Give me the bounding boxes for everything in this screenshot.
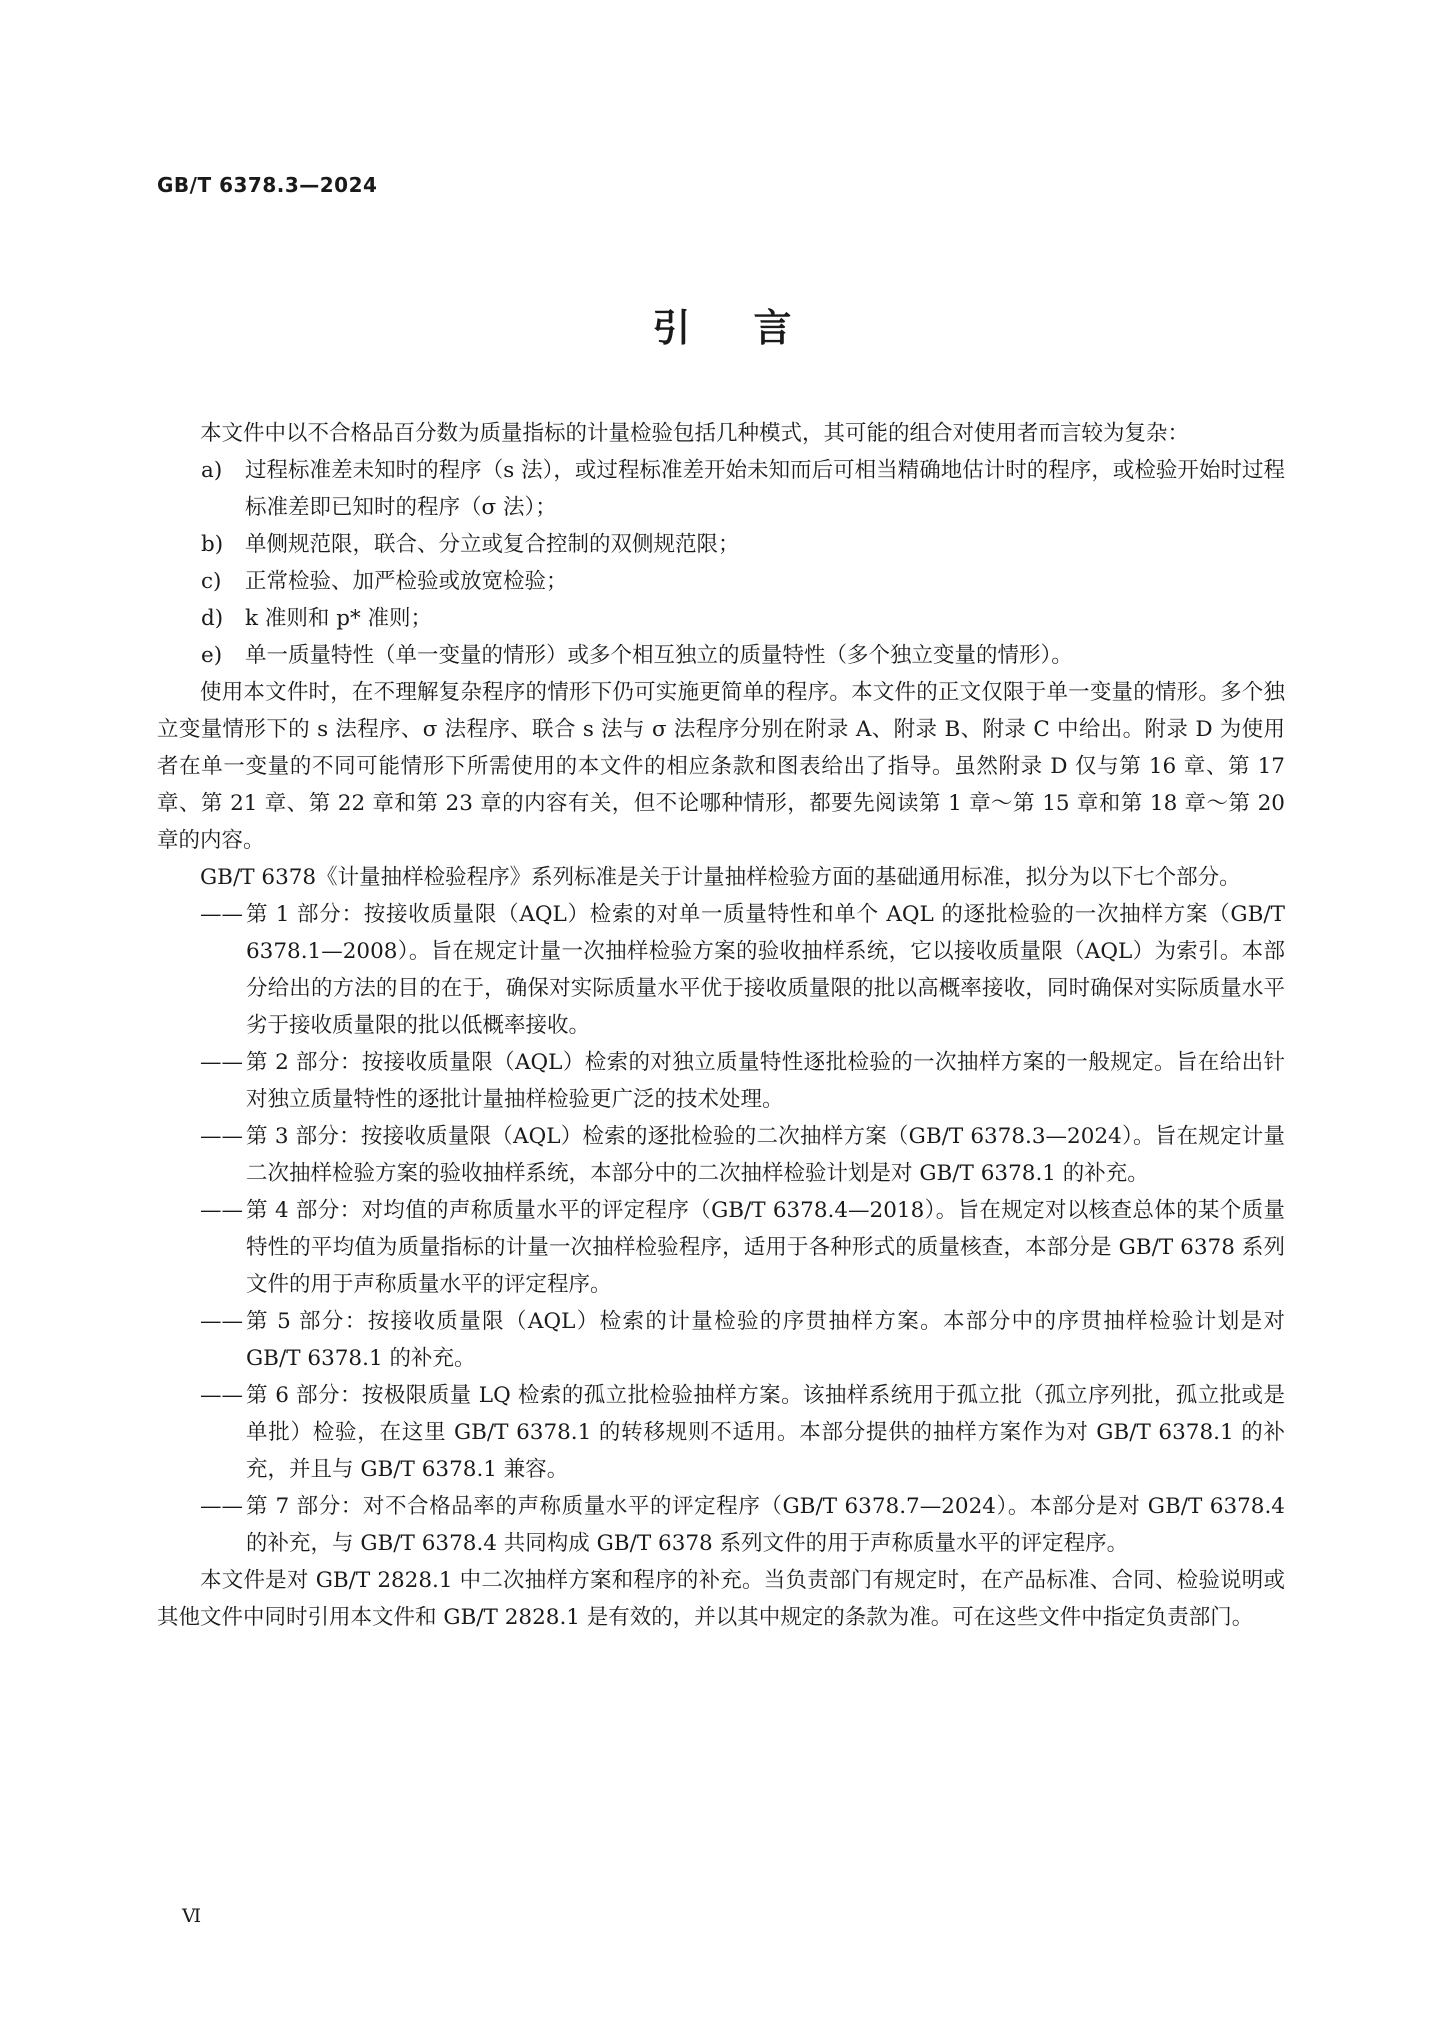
page-number: Ⅵ — [182, 1905, 202, 1927]
list-text: k 准则和 p* 准则； — [245, 606, 433, 631]
list-text: 单侧规范限，联合、分立或复合控制的双侧规范限； — [245, 532, 740, 557]
dash-marker: —— — [200, 1198, 243, 1223]
usage-paragraph: 使用本文件时，在不理解复杂程序的情形下仍可实施更简单的程序。本文件的正文仅限于单一变量的情形。多个独立变量情形下的 s 法程序、σ 法程序、联合 s 法与 σ 法程序分别在附录 A、附录 B、附录 C 中给出。附录 D 为使用者在单一变量的不同可能情形下所需使用的本文件的相应条款和图表给出了指导。虽然附录 D 仅与第 16 章、第 17 章、第 21 章、第 22 章和第 23 章的内容有关，但不论哪种情形，都要先阅读第 1 章～第 15 章和第 18 章～第 20 章的内容。 — [157, 680, 1285, 853]
list-text: 正常检验、加严检验或放宽检验； — [245, 569, 568, 594]
part-text: 第 6 部分：按极限质量 LQ 检索的孤立批检验抽样方案。该抽样系统用于孤立批（孤立序列批，孤立批或是单批）检验，在这里 GB/T 6378.1 的转移规则不适用。本部分提供的抽样方案作为对 GB/T 6378.1 的补充，并且与 GB/T 6378.1 兼容。 — [246, 1383, 1285, 1482]
list-item — [157, 1118, 1285, 1192]
page-title — [0, 297, 1445, 352]
dash-marker: —— — [200, 902, 243, 927]
final-paragraph: 本文件是对 GB/T 2828.1 中二次抽样方案和程序的补充。当负责部门有规定时，在产品标准、合同、检验说明或其他文件中同时引用本文件和 GB/T 2828.1 是有效的，并以其中规定的条款为准。可在这些文件中指定负责部门。 — [157, 1568, 1285, 1630]
list-item — [157, 1192, 1285, 1303]
part-text: 第 5 部分：按接收质量限（AQL）检索的计量检验的序贯抽样方案。本部分中的序贯抽样检验计划是对 GB/T 6378.1 的补充。 — [246, 1309, 1285, 1371]
dash-marker: —— — [200, 1050, 243, 1075]
list-item — [157, 563, 1285, 600]
part-text: 第 7 部分：对不合格品率的声称质量水平的评定程序（GB/T 6378.7—2024）。本部分是对 GB/T 6378.4 的补充，与 GB/T 6378.4 共同构成 GB/T 6378 系列文件的用于声称质量水平的评定程序。 — [246, 1494, 1285, 1556]
intro-paragraph: 本文件中以不合格品百分数为质量指标的计量检验包括几种模式，其可能的组合对使用者而言较为复杂： — [200, 421, 1190, 446]
series-paragraph: GB/T 6378《计量抽样检验程序》系列标准是关于计量抽样检验方面的基础通用标准，拟分为以下七个部分。 — [200, 865, 1241, 890]
part-text: 第 2 部分：按接收质量限（AQL）检索的对独立质量特性逐批检验的一次抽样方案的一般规定。旨在给出针对独立质量特性的逐批计量抽样检验更广泛的技术处理。 — [246, 1050, 1285, 1112]
list-item — [157, 1303, 1285, 1377]
dash-marker: —— — [200, 1383, 243, 1408]
list-item — [157, 896, 1285, 1044]
list-text: 单一质量特性（单一变量的情形）或多个相互独立的质量特性（多个独立变量的情形）。 — [245, 643, 1073, 668]
standard-number: GB/T 6378.3—2024 — [157, 173, 378, 197]
dash-marker: —— — [200, 1309, 243, 1334]
part-text: 第 3 部分：按接收质量限（AQL）检索的逐批检验的二次抽样方案（GB/T 6378.3—2024）。旨在规定计量二次抽样检验方案的验收抽样系统，本部分中的二次抽样检验计划是对 GB/T 6378.1 的补充。 — [246, 1124, 1285, 1186]
list-item — [157, 1488, 1285, 1562]
list-item — [157, 637, 1285, 674]
title-char-2: 言 — [753, 306, 793, 350]
list-text: 过程标准差未知时的程序（s 法），或过程标准差开始未知而后可相当精确地估计时的程序，或检验开始时过程标准差即已知时的程序（σ 法）； — [245, 458, 1285, 520]
parts-list — [157, 896, 1285, 1562]
dash-marker: —— — [200, 1124, 243, 1149]
list-item — [157, 526, 1285, 563]
list-label: d) — [201, 606, 224, 631]
list-item — [157, 600, 1285, 637]
dash-marker: —— — [200, 1494, 243, 1519]
part-text: 第 4 部分：对均值的声称质量水平的评定程序（GB/T 6378.4—2018）。旨在规定对以核查总体的某个质量特性的平均值为质量指标的计量一次抽样检验程序，适用于各种形式的质量核查，本部分是 GB/T 6378 系列文件的用于声称质量水平的评定程序。 — [246, 1198, 1285, 1297]
modes-list — [157, 452, 1285, 674]
list-label: e) — [201, 643, 223, 668]
part-text: 第 1 部分：按接收质量限（AQL）检索的对单一质量特性和单个 AQL 的逐批检验的一次抽样方案（GB/T 6378.1—2008）。旨在规定计量一次抽样检验方案的验收抽样系统，它以接收质量限（AQL）为索引。本部分给出的方法的目的在于，确保对实际质量水平优于接收质量限的批以高概率接收，同时确保对实际质量水平劣于接收质量限的批以低概率接收。 — [246, 902, 1285, 1038]
list-label: b) — [201, 532, 224, 557]
list-item — [157, 1377, 1285, 1488]
list-label: a) — [201, 458, 223, 483]
document-body — [157, 415, 1285, 1636]
list-label: c) — [201, 569, 222, 594]
list-item — [157, 452, 1285, 526]
title-char-1: 引 — [652, 306, 692, 350]
list-item — [157, 1044, 1285, 1118]
